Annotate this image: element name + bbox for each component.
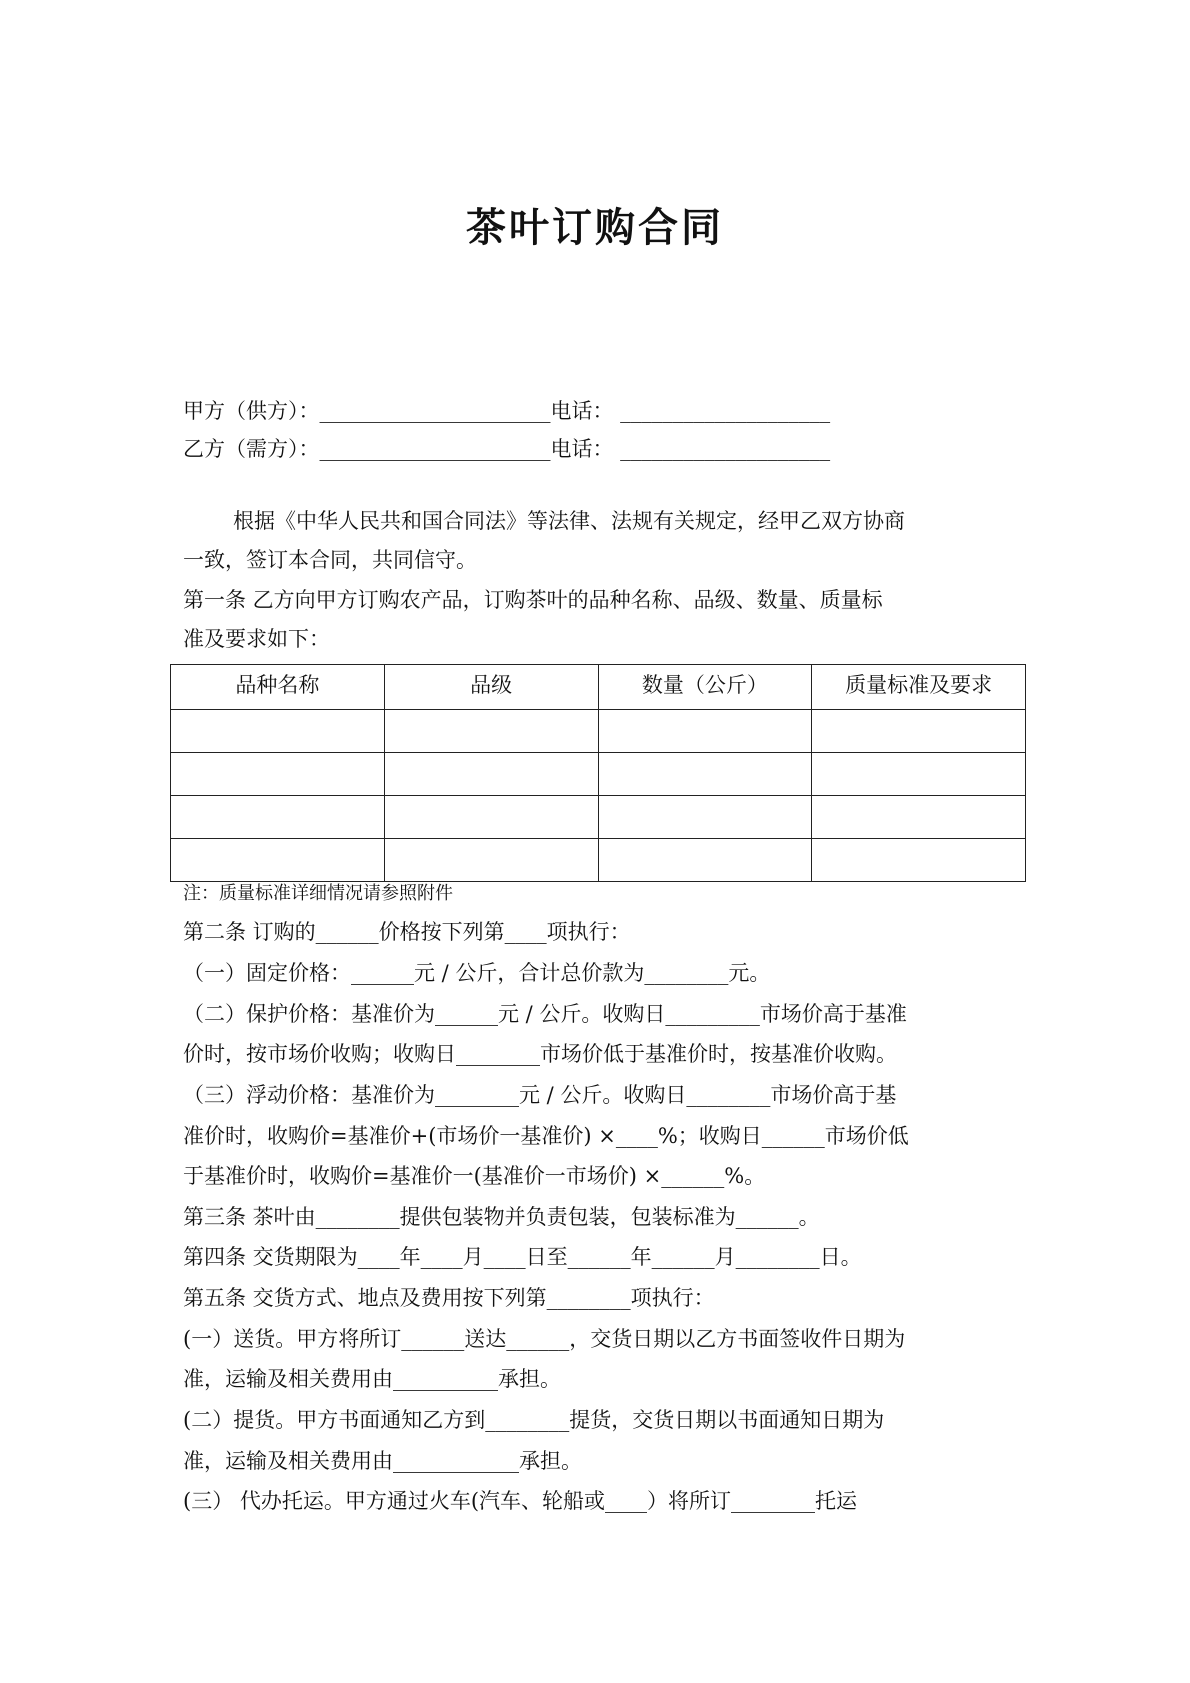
clause-line: 准价时，收购价=基准价+(市场价一基准价) ×____%；收购日______市场价低 xyxy=(183,1124,909,1148)
party-b-line: 乙方（需方）：______________________电话： ____________________ xyxy=(183,437,831,461)
clause-line: 第四条 交货期限为____年____月____日至______年______月________日。 xyxy=(183,1245,862,1269)
table-cell[interactable] xyxy=(598,753,812,796)
article-1-line-2: 准及要求如下： xyxy=(183,627,330,651)
table-cell[interactable] xyxy=(598,796,812,839)
table-cell[interactable] xyxy=(812,839,1026,882)
clause-line: （三）浮动价格：基准价为________元 / 公斤。收购日________市场价高于基 xyxy=(183,1083,897,1107)
table-cell[interactable] xyxy=(812,710,1026,753)
table-cell[interactable] xyxy=(598,839,812,882)
article-1-line-1: 第一条 乙方向甲方订购农产品，订购茶叶的品种名称、品级、数量、质量标 xyxy=(183,588,883,612)
table-row xyxy=(171,796,1026,839)
table-cell[interactable] xyxy=(598,710,812,753)
table-cell[interactable] xyxy=(812,796,1026,839)
clause-line: （二）保护价格：基准价为______元 / 公斤。收购日_________市场价高于基准 xyxy=(183,1002,907,1026)
column-header: 数量（公斤） xyxy=(598,665,812,710)
clause-line: (三） 代办托运。甲方通过火车(汽车、轮船或____）将所订________托运 xyxy=(183,1489,858,1513)
preamble-line-2: 一致，签订本合同，共同信守。 xyxy=(183,548,477,572)
clause-line: 第五条 交货方式、地点及费用按下列第________项执行： xyxy=(183,1286,715,1310)
table-row xyxy=(171,839,1026,882)
clause-line: 准，运输及相关费用由__________承担。 xyxy=(183,1367,561,1391)
table-row xyxy=(171,710,1026,753)
table-cell[interactable] xyxy=(171,839,385,882)
clause-line: 第二条 订购的______价格按下列第____项执行： xyxy=(183,920,631,944)
clause-line: 价时，按市场价收购；收购日________市场价低于基准价时，按基准价收购。 xyxy=(183,1042,897,1066)
product-spec-table xyxy=(170,664,1026,882)
column-header: 质量标准及要求 xyxy=(812,665,1026,710)
table-cell[interactable] xyxy=(384,753,598,796)
table-cell[interactable] xyxy=(171,710,385,753)
party-a-line: 甲方（供方）：______________________电话： ____________________ xyxy=(183,399,831,423)
clause-line: (二）提货。甲方书面通知乙方到________提货，交货日期以书面通知日期为 xyxy=(183,1408,885,1432)
table-cell[interactable] xyxy=(812,753,1026,796)
table-cell[interactable] xyxy=(384,710,598,753)
clause-line: (一）送货。甲方将所订______送达______，交货日期以乙方书面签收件日期为 xyxy=(183,1327,906,1351)
table-cell[interactable] xyxy=(384,839,598,882)
table-header-row xyxy=(171,665,1026,710)
table-cell[interactable] xyxy=(171,796,385,839)
clause-line: （一）固定价格：______元 / 公斤，合计总价款为________元。 xyxy=(183,961,771,985)
table-row xyxy=(171,753,1026,796)
column-header: 品级 xyxy=(384,665,598,710)
table-cell[interactable] xyxy=(171,753,385,796)
table-note: 注：质量标准详细情况请参照附件 xyxy=(183,883,453,904)
clause-line: 第三条 茶叶由________提供包装物并负责包装，包装标准为______。 xyxy=(183,1205,820,1229)
clause-line: 准，运输及相关费用由____________承担。 xyxy=(183,1449,582,1473)
table-cell[interactable] xyxy=(384,796,598,839)
preamble-line-1: 根据《中华人民共和国合同法》等法律、法规有关规定，经甲乙双方协商 xyxy=(233,509,905,533)
document-title: 茶叶订购合同 xyxy=(466,205,724,251)
clause-line: 于基准价时，收购价=基准价一(基准价一市场价) ×______%。 xyxy=(183,1164,766,1188)
column-header: 品种名称 xyxy=(171,665,385,710)
